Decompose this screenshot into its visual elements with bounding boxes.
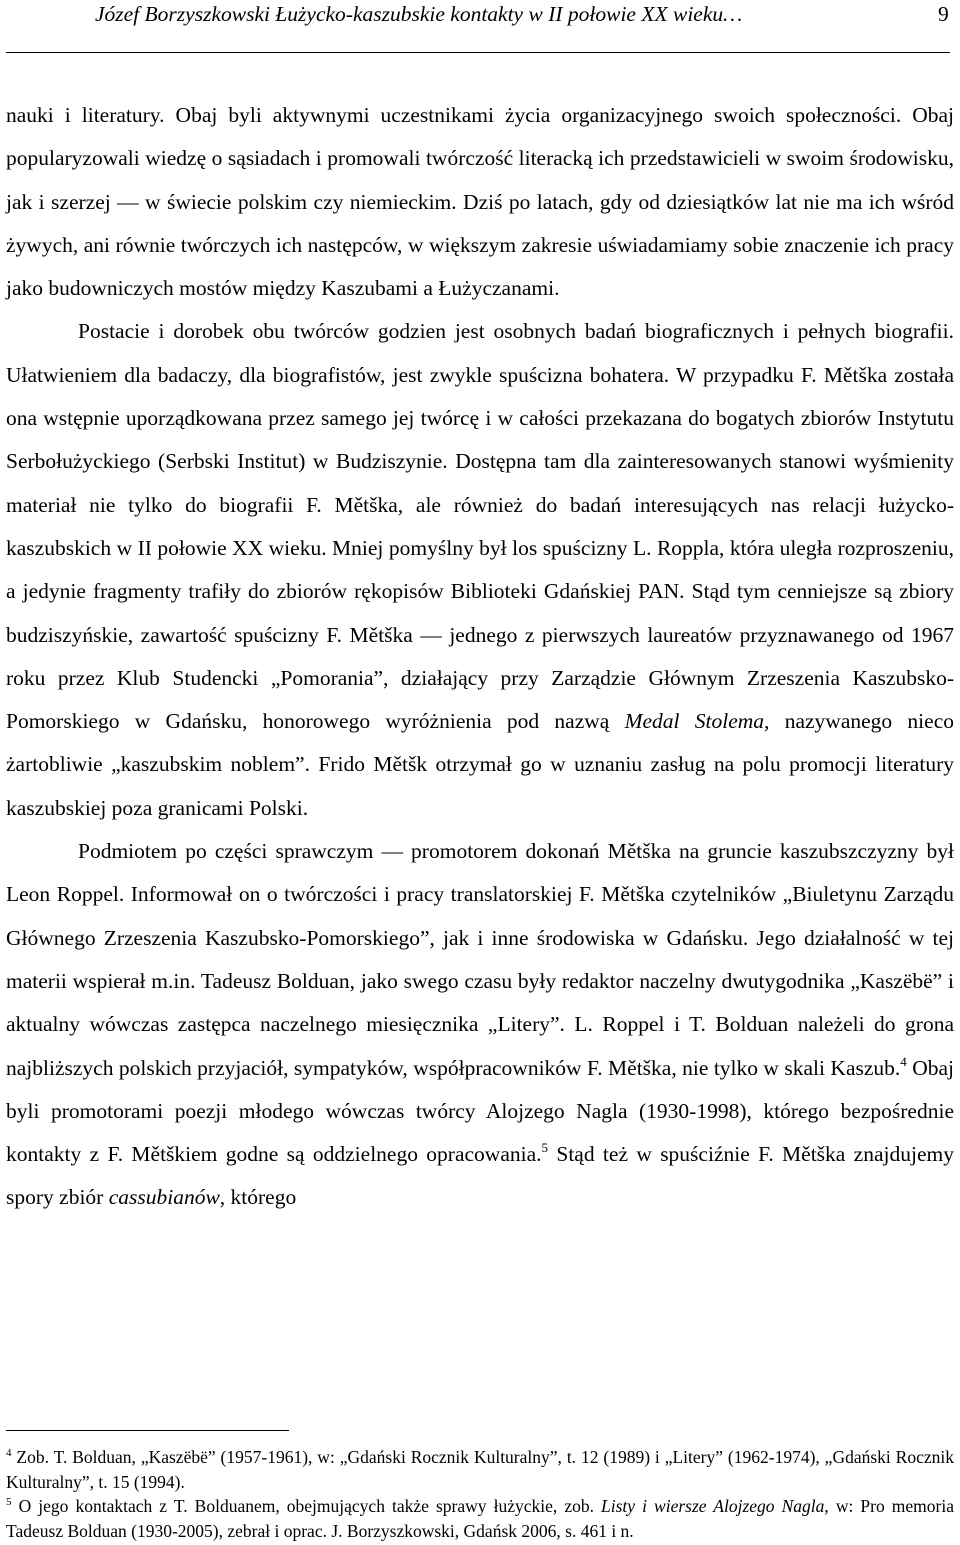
paragraph-1-text: nauki i literatury. Obaj byli aktywnymi uczestnikami życia organizacyjnego swoich społeczności. Obaj popularyzowali wiedzę o sąsiadach i promowali twórczość literacką ich przedstawicieli w swoim środowisku, jak i szerzej — w świecie polskim czy niemieckim. Dziś po latach, gdy od dziesiątków lat nie ma ich wśród żywych, ani równie twórczych ich następców, w większym zakresie uświadamiamy sobie znaczenie ich pracy jako budowniczych mostów między Kaszubami a Łużyczanami.	[6, 103, 954, 301]
running-title: Józef Borzyszkowski Łużycko-kaszubskie kontakty w II połowie XX wieku…	[95, 2, 743, 26]
paragraph-3-text-c: Stąd też w spuściźnie F. Mětška znajdujemy spory zbiór	[6, 1142, 954, 1210]
paragraph-3-text-a: Podmiotem po części sprawczym — promotorem dokonań Mětška na gruncie kaszubszczyzny był Leon Roppel. Informował on o twórczości i pracy translatorskiej F. Mětška czytelników „Biuletynu Zarządu Głównego Zrzeszenia Kaszubsko-Pomorskiego”, jak i inne środowiska w Gdańsku. Jego działalność w tej materii wspierał m.in. Tadeusz Bolduan, jako swego czasu były redaktor naczelny dwutygodnika „Kaszëbë” i aktualny wówczas zastępca naczelnego miesięcznika „Litery”. L. Roppel i T. Bolduan należeli do grona najbliższych polskich przyjaciół, sympatyków, współpracowników F. Mětška, nie tylko w skali Kaszub.	[6, 839, 954, 1080]
footnote-5-italic: Listy i wiersze Alojzego Nagla	[601, 1496, 825, 1517]
footnote-5	[6, 1494, 954, 1543]
footnote-5-text-b: , w: Pro memoria Tadeusz Bolduan (1930-2005), zebrał i oprac. J. Borzyszkowski, Gdańsk 2006, s. 461 i n.	[6, 1496, 954, 1541]
paragraph-3	[6, 830, 954, 1220]
footnote-4-text: Zob. T. Bolduan, „Kaszëbë” (1957-1961), w: „Gdański Rocznik Kulturalny”, t. 12 (1989) i „Litery” (1962-1974), „Gdański Rocznik Kulturalny”, t. 15 (1994).	[6, 1447, 954, 1492]
paragraph-3-text-d: , którego	[219, 1185, 297, 1210]
body-text	[6, 94, 954, 1220]
paragraph-1	[6, 94, 954, 310]
paragraph-2	[6, 310, 954, 830]
footnote-4	[6, 1445, 954, 1494]
footnote-5-text-a: O jego kontaktach z T. Bolduanem, obejmujących także sprawy łużyckie, zob.	[11, 1496, 602, 1517]
footnote-ref-5: 5	[541, 1140, 549, 1156]
header-rule	[6, 52, 950, 53]
footnote-rule	[6, 1430, 289, 1431]
footnote-4-number: 4	[6, 1447, 12, 1459]
paragraph-3-italic: cassubianów	[108, 1185, 220, 1210]
paragraph-2-text-a: Postacie i dorobek obu twórców godzien jest osobnych badań biograficznych i pełnych biografii. Ułatwieniem dla badaczy, dla biografistów, jest zwykle spuścizna bohatera. W przypadku F. Mětška została ona wstępnie uporządkowana przez samego jej twórcę i w całości przekazana do bogatych zbiorów Instytutu Serbołużyckiego (Serbski Institut) w Budziszynie. Dostępna tam dla zainteresowanych stanowi wyśmienity materiał nie tylko do biografii F. Mětška, ale również do badań interesujących nas relacji łużycko-kaszubskich w II połowie XX wieku. Mniej pomyślny był los spuścizny L. Roppla, która uległa rozproszeniu, a jedynie fragmenty trafiły do zbiorów rękopisów Biblioteki Gdańskiej PAN. Stąd tym cenniejsze są zbiory budziszyńskie, zawartość spuścizny F. Mětška — jednego z pierwszych laureatów przyznawanego od 1967 roku przez Klub Studencki „Pomorania”, działający przy Zarządzie Głównym Zrzeszenia Kaszubsko-Pomorskiego w Gdańsku, honorowego wyróżnienia pod nazwą	[6, 319, 954, 734]
paragraph-2-text-b: nazywanego nieco żartobliwie „kaszubskim noblem”. Frido Mětšk otrzymał go w uznaniu zasług na polu promocji literatury kaszubskiej poza granicami Polski.	[6, 709, 954, 820]
footnotes	[6, 1445, 954, 1543]
page-number: 9	[938, 2, 949, 26]
paragraph-3-text-b: Obaj byli promotorami poezji młodego wówczas twórcy Alojzego Nagla (1930-1998), którego bezpośrednie kontakty z F. Mětškiem godne są oddzielnego opracowania.	[6, 1055, 954, 1167]
footnote-5-number: 5	[6, 1496, 12, 1509]
page-header	[0, 0, 952, 30]
paragraph-2-italic: Medal Stolema,	[624, 709, 770, 734]
footnote-ref-4: 4	[900, 1053, 907, 1069]
